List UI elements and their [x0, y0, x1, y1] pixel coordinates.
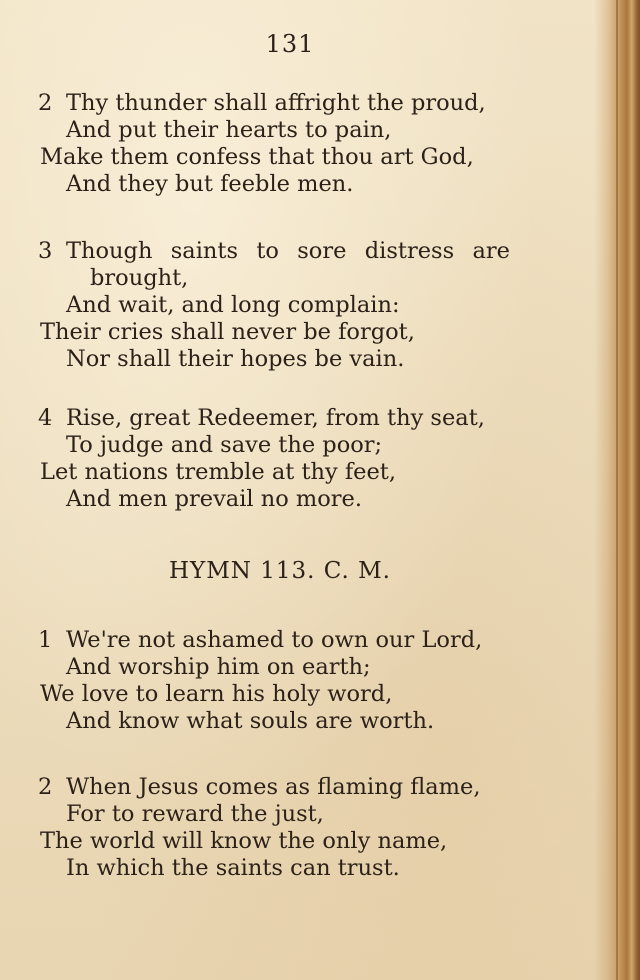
word: saints — [170, 238, 239, 264]
stanza-line — [0, 292, 600, 319]
stanza-line — [0, 117, 600, 144]
stanza-line — [0, 319, 600, 346]
stanza-line — [0, 90, 600, 117]
verse-line-3: We love to learn his holy word, — [40, 681, 393, 707]
verse-line-3: Let nations tremble at thy feet, — [40, 459, 397, 485]
stanza-number: 2 — [38, 90, 53, 116]
stanza-line — [0, 828, 600, 855]
stanza-number: 1 — [38, 627, 53, 653]
stanza-4 — [0, 405, 600, 513]
word: are — [472, 238, 510, 264]
verse-line-2: And worship him on earth; — [66, 654, 371, 680]
stanza-3 — [0, 238, 600, 373]
verse-line-2: For to reward the just, — [66, 801, 324, 827]
verse-line-4: And men prevail no more. — [66, 486, 363, 512]
stanza-number: 4 — [38, 405, 53, 431]
verse-line-2: And wait, and long complain: — [66, 292, 400, 318]
word: Though — [66, 238, 153, 264]
stanza-1-bottom — [0, 627, 600, 735]
stanza-line — [0, 681, 600, 708]
stanza-line — [0, 774, 600, 801]
stanza-line — [0, 855, 600, 882]
word: distress — [364, 238, 455, 264]
verse-line-1: Thy thunder shall affright the proud, — [66, 90, 486, 116]
verse-line-3: The world will know the only name, — [40, 828, 448, 854]
verse-line-2: To judge and save the poor; — [66, 432, 383, 458]
stanza-line — [0, 654, 600, 681]
verse-line-1: When Jesus comes as flaming flame, — [66, 774, 481, 800]
stanza-line — [0, 238, 600, 265]
stanza-line — [0, 432, 600, 459]
stanza-line — [0, 708, 600, 735]
word: sore — [297, 238, 347, 264]
stanza-line — [0, 486, 600, 513]
stanza-line — [0, 405, 600, 432]
stanza-number: 3 — [38, 238, 53, 264]
page-number: 131 — [265, 30, 315, 58]
verse-line-4: And they but feeble men. — [66, 171, 354, 197]
stanza-2-bottom — [0, 774, 600, 882]
verse-line-3: Their cries shall never be forgot, — [40, 319, 415, 345]
stanza-number: 2 — [38, 774, 53, 800]
stanza-line — [0, 801, 600, 828]
spine-shadow-line — [616, 0, 618, 980]
stanza-line — [0, 265, 600, 292]
verse-line-1-justified — [66, 238, 510, 265]
verse-line-2: And put their hearts to pain, — [66, 117, 392, 143]
stanza-line — [0, 459, 600, 486]
stanza-line — [0, 627, 600, 654]
stanza-2-top — [0, 90, 600, 198]
word: to — [256, 238, 279, 264]
hymn-title: HYMN 113. C. M. — [168, 558, 391, 584]
stanza-line — [0, 171, 600, 198]
stanza-line — [0, 144, 600, 171]
verse-line-1: Rise, great Redeemer, from thy seat, — [66, 405, 485, 431]
verse-line-3: Make them confess that thou art God, — [40, 144, 474, 170]
verse-line-4: In which the saints can trust. — [66, 855, 400, 881]
verse-line-4: And know what souls are worth. — [66, 708, 435, 734]
stanza-line — [0, 346, 600, 373]
verse-line-1: We're not ashamed to own our Lord, — [66, 627, 483, 653]
verse-line-4: Nor shall their hopes be vain. — [66, 346, 405, 372]
verse-line-continuation: brought, — [90, 265, 189, 291]
